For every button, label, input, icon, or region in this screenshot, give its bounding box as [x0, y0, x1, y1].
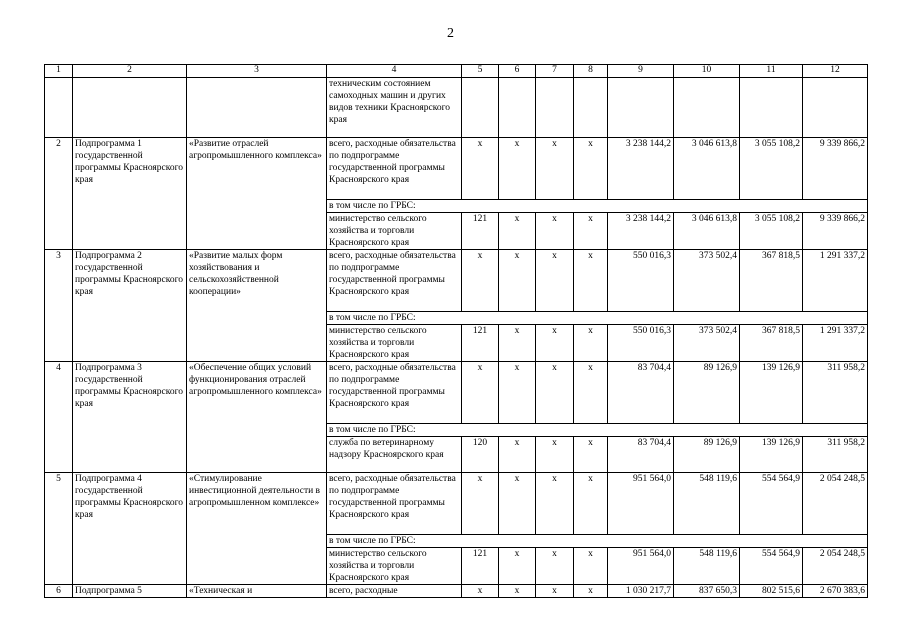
column-5-cell: 120 [462, 437, 499, 473]
column-8-cell: х [574, 473, 608, 535]
subprogram-total-row [45, 585, 868, 598]
year-1-amount: 3 238 144,2 [608, 213, 674, 250]
year-2-amount: 89 126,9 [674, 362, 740, 424]
header-cell: 10 [674, 65, 740, 78]
year-3-amount: 3 055 108,2 [740, 213, 803, 250]
column-6-cell: х [499, 585, 536, 598]
column-7-cell: х [536, 213, 574, 250]
column-7-cell: х [536, 585, 574, 598]
row-number: 6 [45, 585, 73, 598]
header-cell: 6 [499, 65, 536, 78]
column-6-cell: х [499, 362, 536, 424]
row-number: 2 [45, 138, 73, 250]
column-8-cell: х [574, 362, 608, 424]
column-6-cell: х [499, 548, 536, 585]
continuation-row [45, 78, 868, 138]
column-5-cell: 121 [462, 213, 499, 250]
year-2-amount: 373 502,4 [674, 325, 740, 362]
column-8-cell: х [574, 437, 608, 473]
year-3-amount: 139 126,9 [740, 362, 803, 424]
year-3-amount: 3 055 108,2 [740, 138, 803, 200]
year-3-amount: 554 564,9 [740, 548, 803, 585]
subprogram-total-row [45, 138, 868, 200]
total-description: всего, расходные обязательства по подпрограмме государственной программы Красноярского края [327, 138, 462, 200]
column-6-cell: х [499, 325, 536, 362]
year-2-amount: 837 650,3 [674, 585, 740, 598]
column-5-cell: х [462, 138, 499, 200]
grbs-description: министерство сельского хозяйства и торговли Красноярского края [327, 325, 462, 362]
period-total-amount: 9 339 866,2 [803, 213, 868, 250]
subprogram-title: «Стимулирование инвестиционной деятельности в агропромышленном комплексе» [187, 473, 327, 585]
year-3-amount: 139 126,9 [740, 437, 803, 473]
row-number: 3 [45, 250, 73, 362]
column-7-cell: х [536, 473, 574, 535]
period-total-amount: 1 291 337,2 [803, 250, 868, 312]
grbs-description: министерство сельского хозяйства и торговли Красноярского края [327, 548, 462, 585]
page-number: 2 [447, 26, 454, 41]
subprogram-name: Подпрограмма 3 государственной программы Красноярского края [73, 362, 187, 473]
column-5-cell: х [462, 362, 499, 424]
year-2-amount: 548 119,6 [674, 473, 740, 535]
period-total-amount: 2 054 248,5 [803, 473, 868, 535]
header-cell: 9 [608, 65, 674, 78]
column-8-cell: х [574, 548, 608, 585]
column-5-cell: х [462, 473, 499, 535]
header-cell: 11 [740, 65, 803, 78]
column-7-cell: х [536, 138, 574, 200]
year-1-amount: 951 564,0 [608, 473, 674, 535]
column-7-cell: х [536, 362, 574, 424]
column-7-cell: х [536, 250, 574, 312]
grbs-description: служба по ветеринарному надзору Красноярского края [327, 437, 462, 473]
year-3-amount: 554 564,9 [740, 473, 803, 535]
column-8-cell: х [574, 325, 608, 362]
period-total-amount: 311 958,2 [803, 362, 868, 424]
header-cell: 1 [45, 65, 73, 78]
year-2-amount: 373 502,4 [674, 250, 740, 312]
description-cell: техническим состоянием самоходных машин и других видов техники Красноярского края [327, 78, 462, 138]
subprogram-name: Подпрограмма 4 государственной программы Красноярского края [73, 473, 187, 585]
header-cell: 2 [73, 65, 187, 78]
subprogram-title: «Техническая и [187, 585, 327, 598]
subprogram-name: Подпрограмма 5 [73, 585, 187, 598]
year-1-amount: 1 030 217,7 [608, 585, 674, 598]
year-3-amount: 367 818,5 [740, 250, 803, 312]
header-cell: 8 [574, 65, 608, 78]
total-description: всего, расходные обязательства по подпрограмме государственной программы Красноярского края [327, 473, 462, 535]
subprogram-title: «Развитие отраслей агропромышленного комплекса» [187, 138, 327, 250]
period-total-amount: 311 958,2 [803, 437, 868, 473]
period-total-amount: 2 670 383,6 [803, 585, 868, 598]
year-1-amount: 550 016,3 [608, 250, 674, 312]
period-total-amount: 9 339 866,2 [803, 138, 868, 200]
year-1-amount: 83 704,4 [608, 437, 674, 473]
grbs-label: в том числе по ГРБС: [327, 312, 868, 325]
column-8-cell: х [574, 138, 608, 200]
column-7-cell: х [536, 548, 574, 585]
year-3-amount: 802 515,6 [740, 585, 803, 598]
column-5-cell: х [462, 585, 499, 598]
grbs-label: в том числе по ГРБС: [327, 200, 868, 213]
column-6-cell: х [499, 213, 536, 250]
subprogram-title: «Обеспечение общих условий функционирования отраслей агропромышленного комплекса» [187, 362, 327, 473]
row-number: 5 [45, 473, 73, 585]
grbs-label: в том числе по ГРБС: [327, 535, 868, 548]
year-2-amount: 3 046 613,8 [674, 213, 740, 250]
total-description: всего, расходные обязательства по подпрограмме государственной программы Красноярского края [327, 362, 462, 424]
row-number: 4 [45, 362, 73, 473]
subprogram-total-row [45, 250, 868, 312]
year-2-amount: 3 046 613,8 [674, 138, 740, 200]
year-3-amount: 367 818,5 [740, 325, 803, 362]
year-1-amount: 550 016,3 [608, 325, 674, 362]
year-2-amount: 89 126,9 [674, 437, 740, 473]
column-6-cell: х [499, 437, 536, 473]
budget-table [44, 64, 868, 598]
column-6-cell: х [499, 473, 536, 535]
column-6-cell: х [499, 250, 536, 312]
header-cell: 5 [462, 65, 499, 78]
column-5-cell: 121 [462, 325, 499, 362]
subprogram-name: Подпрограмма 1 государственной программы Красноярского края [73, 138, 187, 250]
year-1-amount: 951 564,0 [608, 548, 674, 585]
subprogram-total-row [45, 362, 868, 424]
column-8-cell: х [574, 213, 608, 250]
total-description: всего, расходные обязательства по подпрограмме государственной программы Красноярского края [327, 250, 462, 312]
header-cell: 3 [187, 65, 327, 78]
total-description: всего, расходные [327, 585, 462, 598]
year-1-amount: 3 238 144,2 [608, 138, 674, 200]
header-row [45, 65, 868, 78]
header-cell: 4 [327, 65, 462, 78]
year-2-amount: 548 119,6 [674, 548, 740, 585]
subprogram-name: Подпрограмма 2 государственной программы Красноярского края [73, 250, 187, 362]
subprogram-total-row [45, 473, 868, 535]
column-5-cell: 121 [462, 548, 499, 585]
subprogram-title: «Развитие малых форм хозяйствования и сельскохозяйственной кооперации» [187, 250, 327, 362]
grbs-label: в том числе по ГРБС: [327, 424, 868, 437]
grbs-description: министерство сельского хозяйства и торговли Красноярского края [327, 213, 462, 250]
column-7-cell: х [536, 437, 574, 473]
column-5-cell: х [462, 250, 499, 312]
column-8-cell: х [574, 585, 608, 598]
period-total-amount: 2 054 248,5 [803, 548, 868, 585]
column-8-cell: х [574, 250, 608, 312]
column-7-cell: х [536, 325, 574, 362]
header-cell: 7 [536, 65, 574, 78]
period-total-amount: 1 291 337,2 [803, 325, 868, 362]
year-1-amount: 83 704,4 [608, 362, 674, 424]
column-6-cell: х [499, 138, 536, 200]
header-cell: 12 [803, 65, 868, 78]
